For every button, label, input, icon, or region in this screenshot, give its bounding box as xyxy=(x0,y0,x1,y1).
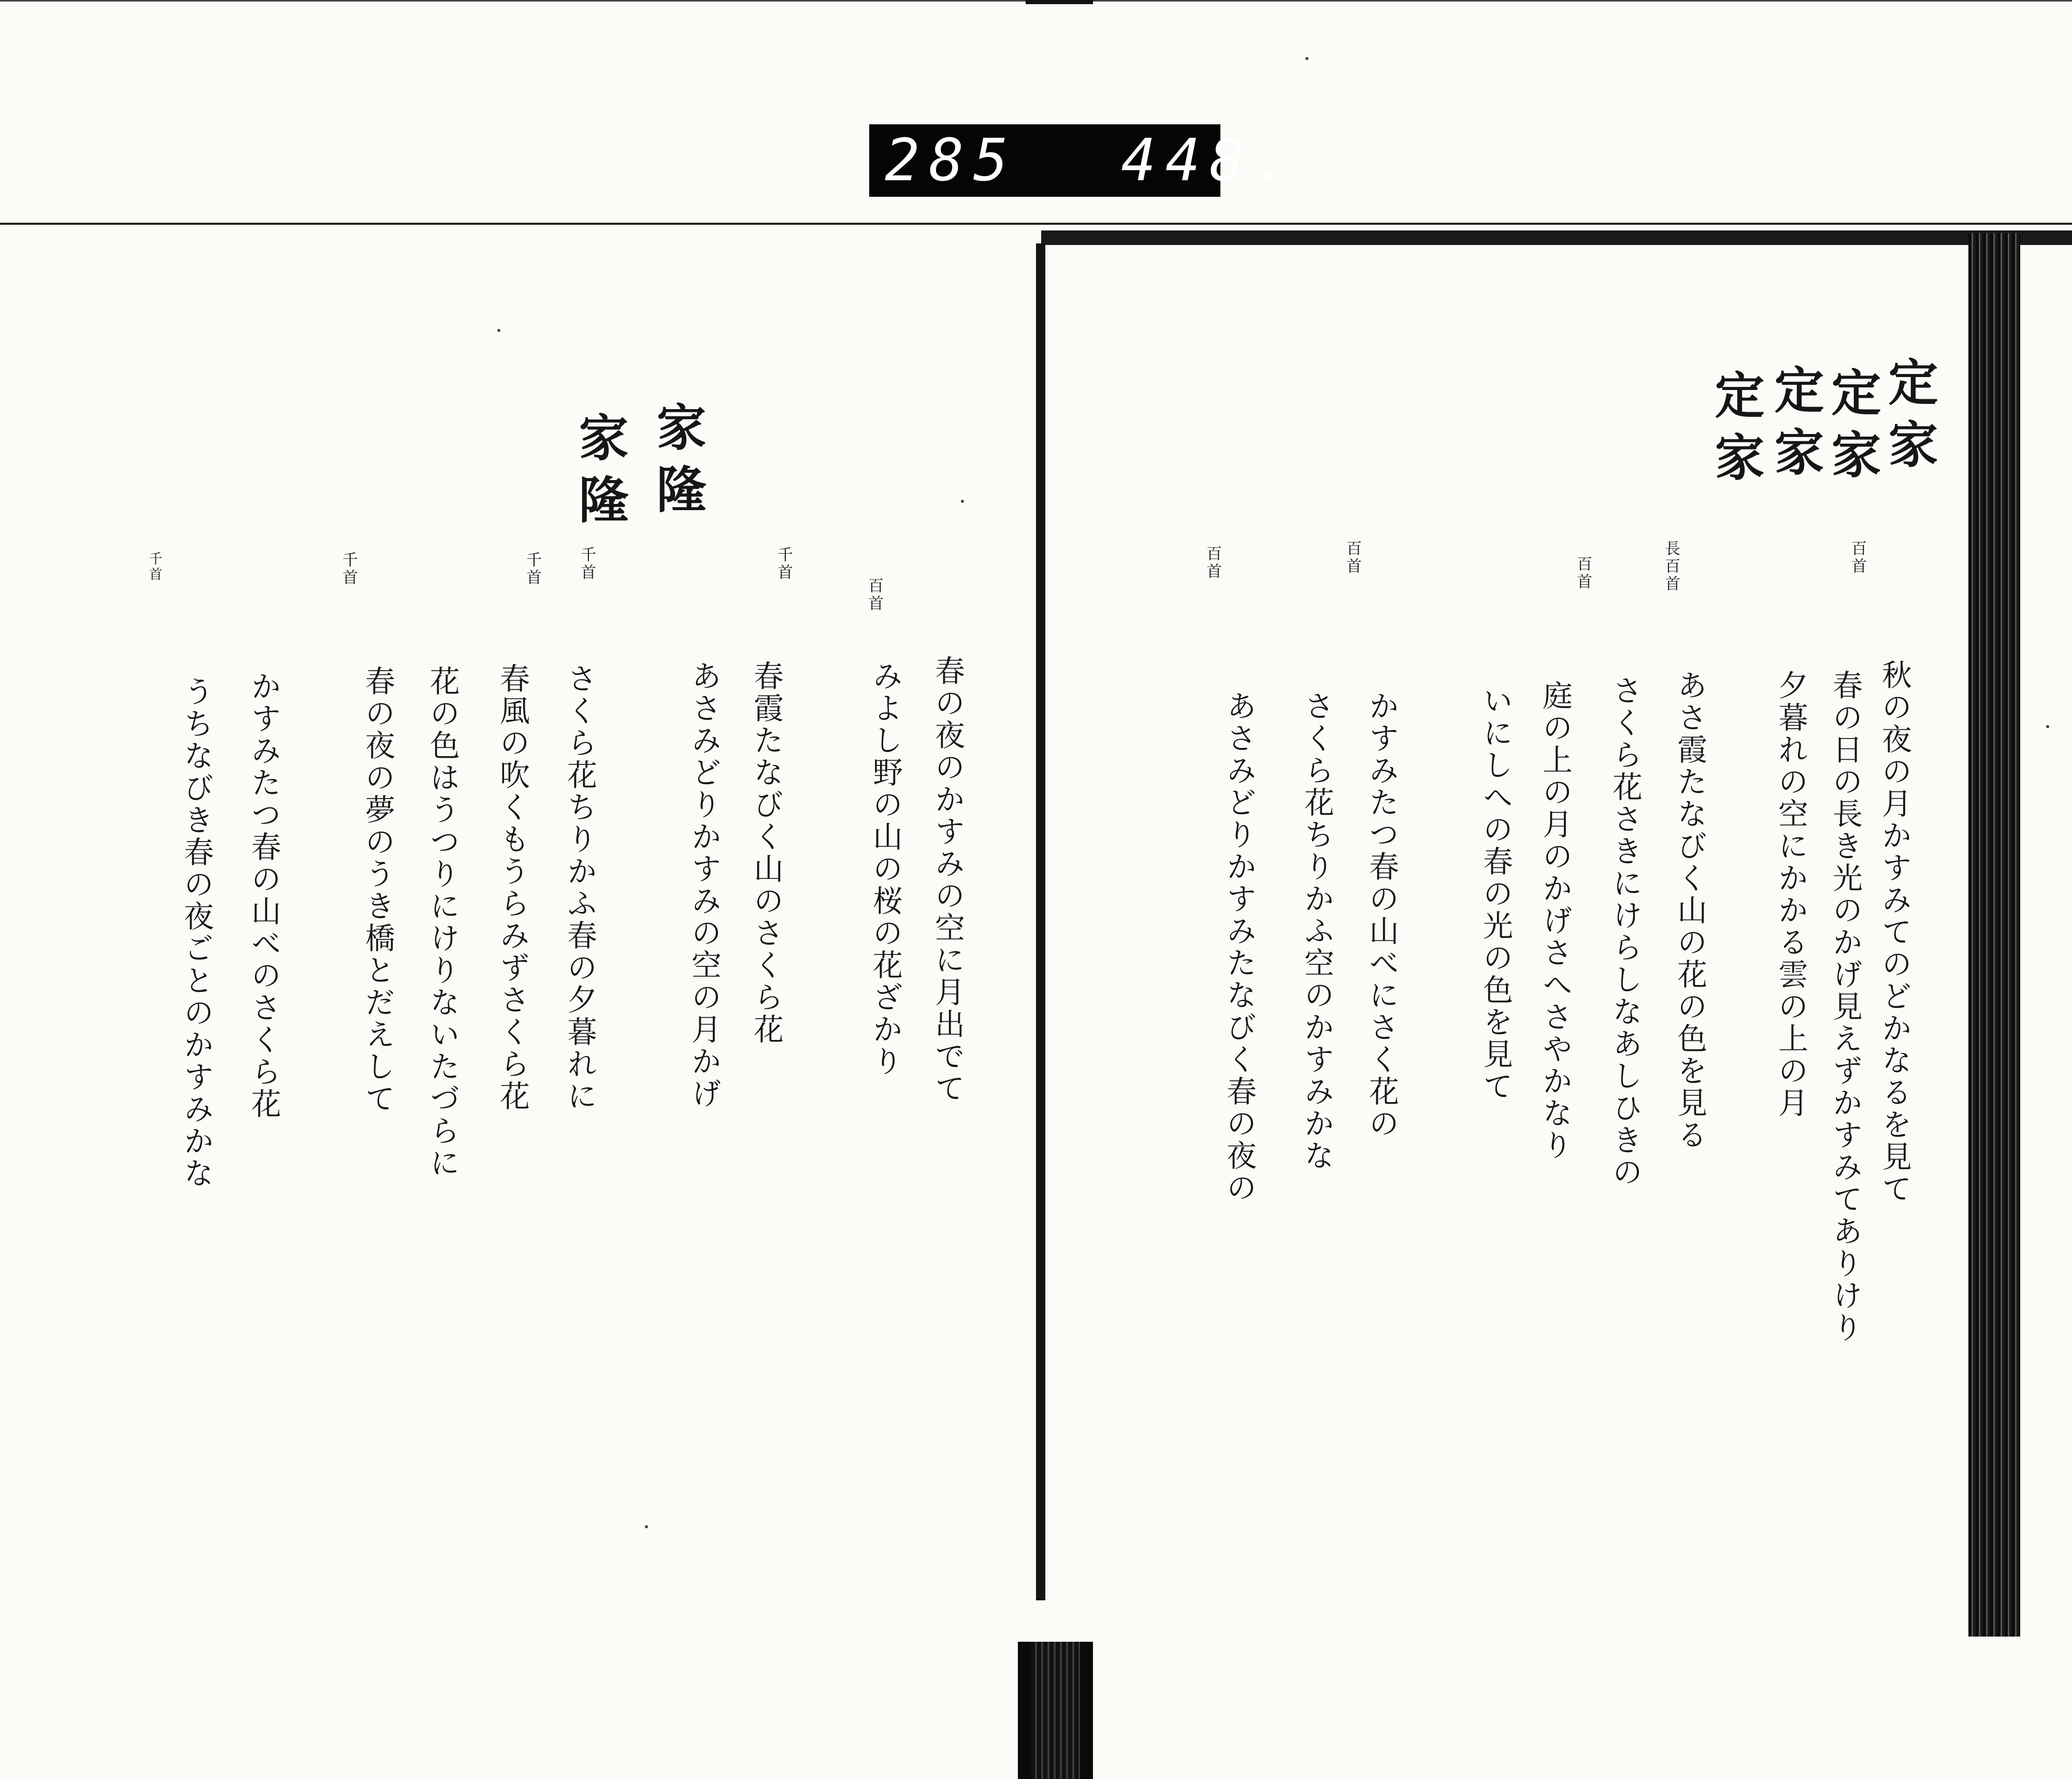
scan-speck xyxy=(1305,57,1308,60)
counter-left-number: 285 xyxy=(885,127,1018,194)
section-heading: 定家 xyxy=(1880,356,1939,481)
poem-line: みよし野の山の桜の花ざかり xyxy=(868,660,903,1078)
poem-source-note: 長百首 xyxy=(1662,540,1680,593)
left-page xyxy=(5,230,1036,1758)
poem-line: さくら花ちりかふ春の夕暮れに xyxy=(562,663,597,1112)
poem-source-note: 百首 xyxy=(1848,540,1866,575)
poem-source-note: 千首 xyxy=(147,552,162,583)
poem-line: 庭の上の月のかげさへさやかなり xyxy=(1537,680,1573,1162)
poem-line: かすみたつ春の山べにさく花の xyxy=(1364,690,1399,1140)
poem-line: さくら花ちりかふ空のかすみかな xyxy=(1299,690,1334,1172)
section-heading: 定家 xyxy=(1707,369,1765,494)
poem-line: あさみどりかすみの空の月かげ xyxy=(686,660,722,1110)
book-fore-edge xyxy=(1968,233,2020,1637)
poem-line: あさみどりかすみたなびく春の夜の xyxy=(1221,690,1257,1204)
book-gutter xyxy=(1036,243,1045,1600)
poem-line: 春風の吹くもうらみずさくら花 xyxy=(495,663,530,1112)
poem-line: いにしへの春の光の色を見て xyxy=(1478,685,1513,1103)
section-heading: 定家 xyxy=(1823,367,1882,491)
poem-line: 春の夜の夢のうき橋とだえして xyxy=(360,666,395,1115)
scan-speck xyxy=(961,500,964,503)
section-heading: 家隆 xyxy=(571,412,629,536)
poem-source-note: 千首 xyxy=(578,546,596,582)
right-page-top-edge xyxy=(1041,230,2072,245)
top-rule-line xyxy=(0,223,2072,225)
poem-source-note: 千首 xyxy=(523,552,541,587)
scan-speck xyxy=(497,329,500,332)
section-heading: 家隆 xyxy=(649,401,707,526)
poem-source-note: 百首 xyxy=(1203,545,1221,581)
poem-line: さくら花さきにけらしなあしひきの xyxy=(1607,675,1643,1189)
poem-source-note: 千首 xyxy=(339,552,357,587)
poem-source-note: 千首 xyxy=(774,546,793,582)
poem-line: うちなびき春の夜ごとのかすみかな xyxy=(179,676,214,1190)
poem-line: かすみたつ春の山べのさくら花 xyxy=(246,671,281,1120)
counter-right-number: 448. xyxy=(1121,127,1299,194)
scan-speck xyxy=(2046,725,2049,728)
frame-counter-label xyxy=(869,124,1299,197)
section-heading: 定家 xyxy=(1766,364,1825,488)
poem-line: 花の色はうつりにけりないたづらに xyxy=(425,666,460,1179)
right-page xyxy=(1045,245,1968,1638)
scan-speck xyxy=(645,1525,648,1528)
poem-source-note: 百首 xyxy=(1574,556,1592,591)
poem-source-note: 百首 xyxy=(1343,540,1361,575)
poem-line: 秋の夜の月かすみてのどかなるを見て xyxy=(1877,659,1912,1205)
poem-line: 夕暮れの空にかかる雲の上の月 xyxy=(1773,670,1808,1119)
binding-clip-top xyxy=(1026,0,1093,4)
poem-line: あさ霞たなびく山の花の色を見る xyxy=(1672,670,1707,1151)
poem-line: 春霞たなびく山のさくら花 xyxy=(749,660,784,1046)
poem-line: 春の夜のかすみの空に月出でて xyxy=(930,655,965,1105)
poem-source-note: 百首 xyxy=(865,577,883,613)
poem-line: 春の日の長き光のかげ見えずかすみてありけり xyxy=(1828,670,1863,1344)
